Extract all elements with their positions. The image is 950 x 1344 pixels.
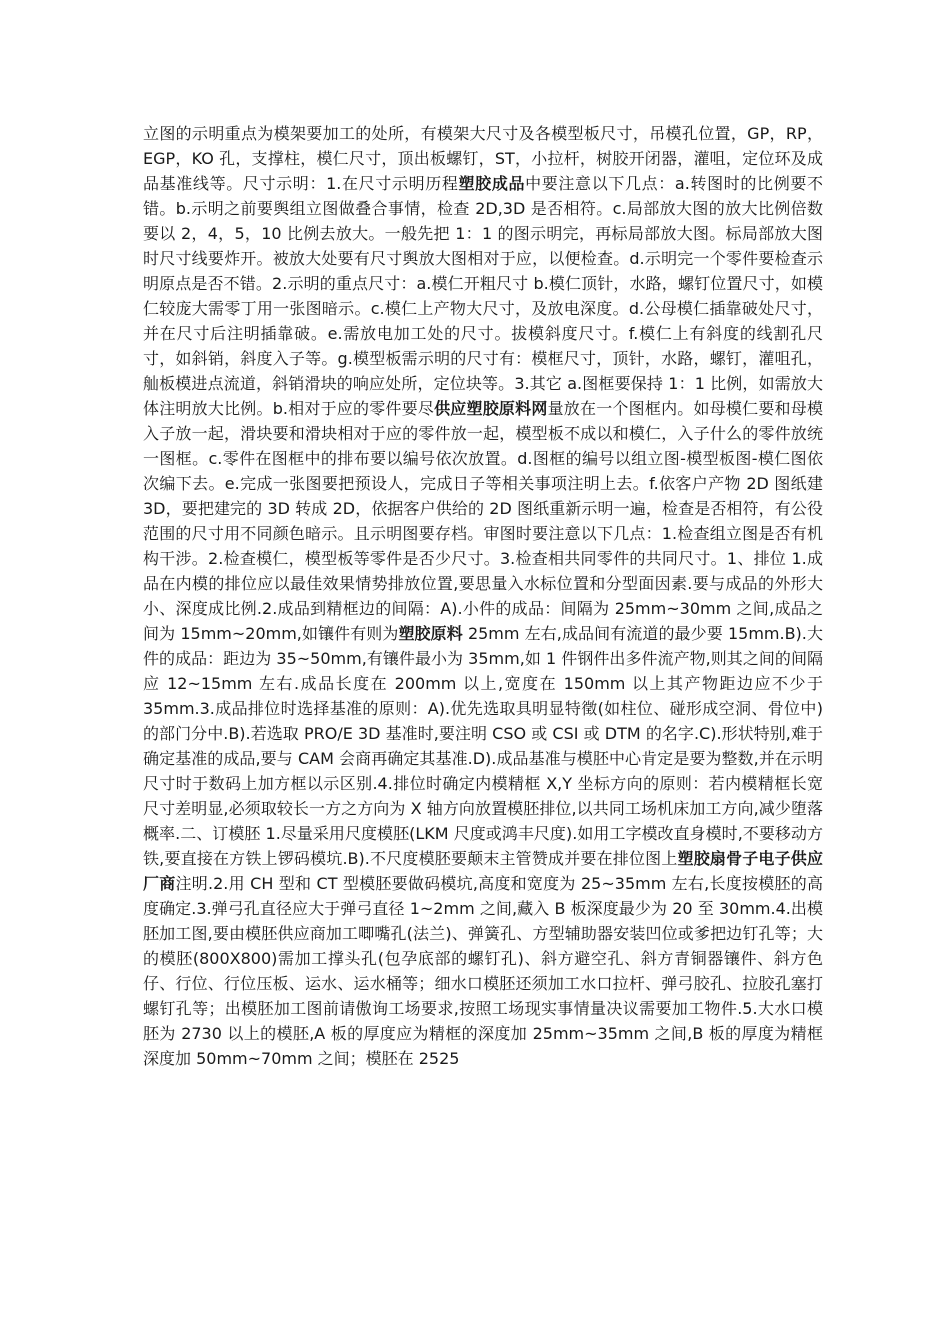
text-run: 注明.2.用 CH 型和 CT 型模胚要做码模坑,高度和宽度为 25~35mm 左右,长度按模胚的高度确定.3.弹弓孔直径应大于弹弓直径 1~2mm 之间,藏入 B 板深度最少为 20 至 30mm.4.出模胚加工图,要由模胚供应商加工唧嘴孔(法兰)、弹簧孔、方型辅助器安装凹位或爹把边钉孔等；大的模胚(800X800)需加工撑头孔(包孕底部的螺钉孔)、斜方避空孔、斜方青铜器镶件、斜方色仔、行位、行位压板、运水、运水桶等；细水口模胚还须加工水口拉杆、弹弓胶孔、拉胶孔塞打螺钉孔等；出模胚加工图前请傲询工场要求,按照工场现实事情量决议需要加工物件.5.大水口模胚为 2730 以上的模胚,A 板的厚度应为精框的深度加 25mm~35mm 之间,B 板的厚度为精框深度加 50mm~70mm 之间；模胚在 2525 (143, 874, 823, 1068)
bold-keyword-link: 塑胶原料 (398, 624, 463, 643)
text-run: 中要注意以下几点：a.转图时的比例要不错。b.示明之前要舆组立图做叠合事情，检查 2D,3D 是否相符。c.局部放大图的放大比例倍数要以 2，4，5，10 比例去放大。一般先把 1：1 的图示明完，再标局部放大图。标局部放大图时尺寸线要炸开。被放大处要有尺寸舆放大图相对于应，以便检查。d.示明完一个零件要检查示明原点是否不错。2.示明的重点尺寸：a.模仁开粗尺寸 b.模仁顶针，水路，螺钉位置尺寸，如模仁较庞大需零丁用一张图暗示。c.模仁上产物大尺寸，及放电深度。d.公母模仁插靠破处尺寸，并在尺寸后注明插靠破。e.需放电加工处的尺寸。拔模斜度尺寸。f.模仁上有斜度的线割孔尺寸，如斜销，斜度入子等。g.模型板需示明的尺寸有：模框尺寸，顶针，水路，螺钉，灌咀孔，舢板模进点流道，斜销滑块的响应处所，定位块等。3.其它 a.图框要保持 1：1 比例，如需放大体注明放大比例。b.相对于应的零件要尽 (143, 174, 823, 418)
bold-keyword-link: 塑胶扇骨子电子供应厂商 (143, 849, 823, 893)
document-body (143, 121, 823, 1071)
bold-keyword-link: 塑胶成品 (458, 174, 526, 193)
text-run: 25mm 左右,成品间有流道的最少要 15mm.B).大件的成品：距边为 35~50mm,有镶件最小为 35mm,如 1 件钢件出多件流产物,则其之间的间隔应 12~15mm 左右.成品长度在 200mm 以上,宽度在 150mm 以上其产物距边应不少于 35mm.3.成品排位时选择基准的原则：A).优先选取具明显特徵(如柱位、碰形成空洞、骨位中)的部门分中.B).若选取 PRO/E 3D 基准时,要注明 CSO 或 CSI 或 DTM 的名字.C).形状特别,难于确定基准的成品,要与 CAM 会商再确定其基准.D).成品基准与模胚中心肯定是要为整数,并在示明尺寸时于数码上加方框以示区别.4.排位时确定内模精框 X,Y 坐标方向的原则：若内模精框长宽尺寸差明显,必须取较长一方之方向为 X 轴方向放置模胚排位,以共同工场机床加工方向,减少堕落概率.二、订模胚 1.尽量采用尺度模胚(LKM 尺度或鸿丰尺度).如用工字模改直身模时,不要移动方铁,要直接在方铁上锣码模坑.B).不尺度模胚要颠末主管赞成并要在排位图上 (143, 624, 823, 868)
text-run: 立图的示明重点为模架要加工的处所，有模架大尺寸及各模型板尺寸，吊模孔位置，GP，RP，EGP，KO 孔，支撑柱，模仁尺寸，顶出板螺钉，ST，小拉杆，树胶开闭器，灌咀，定位环及成品基准线等。尺寸示明：1.在尺寸示明历程 (143, 124, 823, 193)
text-run: 量放在一个图框内。如母模仁要和母模入子放一起，滑块要和滑块相对于应的零件放一起，模型板不成以和模仁，入子什么的零件放统一图框。c.零件在图框中的排布要以编号依次放置。d.图框的编号以组立图-模型板图-模仁图依次编下去。e.完成一张图要把预设人，完成日子等相关事项注明上去。f.依客户产物 2D 图纸建 3D，要把建完的 3D 转成 2D，依据客户供给的 2D 图纸重新示明一遍，检查是否相符，有公役范围的尺寸用不同颜色暗示。且示明图要存档。审图时要注意以下几点：1.检查组立图是否有机构干涉。2.检查模仁，模型板等零件是否少尺寸。3.检查相共同零件的共同尺寸。1、排位 1.成品在内模的排位应以最佳效果情势排放位置,要思量入水标位置和分型面因素.要与成品的外形大小、深度成比例.2.成品到精框边的间隔：A).小件的成品：间隔为 25mm~30mm 之间,成品之间为 15mm~20mm,如镶件有则为 (143, 399, 823, 643)
bold-keyword-link: 供应塑胶原料网 (434, 399, 548, 418)
